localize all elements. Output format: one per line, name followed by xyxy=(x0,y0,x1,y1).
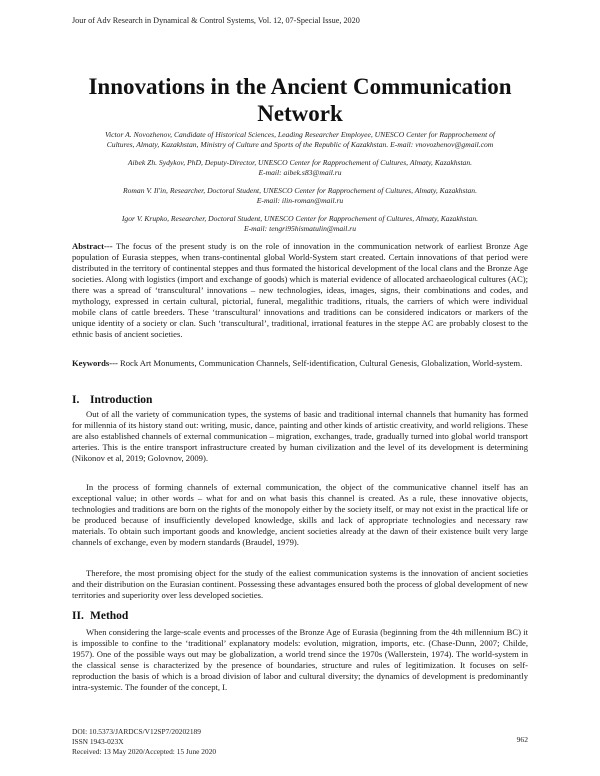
author-affiliation-line: E-mail: aibek.s83@mail.ru xyxy=(258,168,342,177)
author-affiliation-line: E-mail: ilin-roman@mail.ru xyxy=(256,196,344,205)
running-head: Jour of Adv Research in Dynamical & Control Systems, Vol. 12, 07-Special Issue, 2020 xyxy=(72,16,360,25)
keywords-label: Keywords--- xyxy=(72,358,118,368)
author-affiliation-line: Victor A. Novozhenov, Candidate of Historical Sciences, Leading Researcher Employee, UNESCO Center for Rapprochement of xyxy=(104,130,496,139)
abstract xyxy=(72,241,528,340)
paper-title: Innovations in the Ancient Communication Network xyxy=(88,74,512,126)
section-heading-method xyxy=(72,609,128,623)
author-affiliation-line: Roman V. Il'in, Researcher, Doctoral Student, UNESCO Center for Rapprochement of Cultures, Almaty, Kazakhstan. xyxy=(122,186,477,195)
section-number: II. xyxy=(72,610,84,622)
abstract-label: Abstract--- xyxy=(72,241,113,251)
keywords xyxy=(72,358,528,369)
section-title: Method xyxy=(90,610,129,622)
footer-doi: DOI: 10.5373/JARDCS/V12SP7/20202189 xyxy=(72,727,201,736)
author-affiliation xyxy=(76,214,524,234)
section-number: I. xyxy=(72,394,80,406)
author-affiliation-line: Igor V. Krupko, Researcher, Doctoral Student, UNESCO Center for Rapprochement of Cultures, Almaty, Kazakhstan. xyxy=(121,214,479,223)
section-heading-introduction xyxy=(72,393,152,407)
author-affiliation xyxy=(76,130,524,150)
body-paragraph: In the process of forming channels of external communication, the object of the communicative channel itself has an exceptional value; in other words – what for and on what basis this channel is created. As a rule, these innovative objects, technologies and traditions are born on the rights of the monopoly either by the society itself, or may not exist in the practical life or be produced because of insufficiently developed knowledge, skills and lack of appropriate technologies and necessary raw materials. To obtain such important goods and knowledge, ancient societies already at the dawn of their existence built very large channels of exchange, even by modern standards (Braudel, 1979). xyxy=(72,482,528,547)
author-affiliation xyxy=(76,158,524,178)
page-number: 962 xyxy=(516,735,528,744)
keywords-text: Rock Art Monuments, Communication Channels, Self-identification, Cultural Genesis, Globalization, World-system. xyxy=(117,358,523,368)
author-affiliation-line: Aibek Zh. Sydykov, PhD, Deputy-Director, UNESCO Center for Rapprochement of Cultures, Almaty, Kazakhstan. xyxy=(127,158,473,167)
author-affiliation-line: E-mail: tengri95hismatulin@mail.ru xyxy=(243,224,357,233)
section-title: Introduction xyxy=(90,394,153,406)
author-affiliation-line: Cultures, Almaty, Kazakhstan, Ministry of Culture and Sports of the Republic of Kazakhstan. E-mail: vnovozhenov@gmail.com xyxy=(106,140,494,149)
footer-issn: ISSN 1943-023X xyxy=(72,737,124,746)
abstract-text: The focus of the present study is on the role of innovation in the communication network of earliest Bronze Age population of Eurasia steppes, when trans-continental global World-System start created. Certain innovations of that period were distributed in the territory of continental steppes and thus formated the historical development of the local clans and the Bronze Age societies. Along with logistics (import and exchange of goods) which is material evidence of allocated archaeological cultures (AC); there was a spread of ‘transcultural’ innovations – new technologies, ideas, images, signs, their combinations and codes, and mythology, expressed in certain cultural, pictorial, funeral, megalithic traditions, rituals, the carriers of which were individual mobile clans of cattle breeders. These ‘transcultural’ innovations and traditions can be considered indicators or markers of the unique identity of a society or clan. Such ‘transcultural’, traditional, irrational features in the steppe AC are probably closest to the ethnic basis of ancient societies. xyxy=(72,241,528,339)
author-affiliation xyxy=(76,186,524,206)
body-paragraph: Out of all the variety of communication types, the systems of basic and traditional internal channels that humanity has formed for millennia of its history stand out: writing, music, dance, painting and other kinds of artistic creativity, and world religions. These are also established channels of external communication – migration, exchanges, trade, gradually turned into global world transport arteries. This is the entire transport infrastructure created by human civilization and the level of its development is determining (Nikonov et al, 2019; Golovnov, 2009). xyxy=(72,409,528,463)
body-paragraph: When considering the large-scale events and processes of the Bronze Age of Eurasia (beginning from the 4th millennium BC) it is impossible to confine to the ‘traditional’ explanatory models: evolution, migration, imports, etc. (Chase-Dunn, 2007; Childe, 1957). One of the possible ways out may be globalization, a world trend since the 1970s (Wallerstein, 1974). The world-system in the classical sense is characterized by the presence of boundaries, structure and rules of legitimization. It focuses on self-reproduction the basis of which is a broad division of labor and cultural diversity; the dynamics of development is predominantly intra-systemic. The founder of the concept, I. xyxy=(72,627,528,692)
footer-dates: Received: 13 May 2020/Accepted: 15 June 2020 xyxy=(72,747,217,756)
body-paragraph: Therefore, the most promising object for the study of the ealiest communication systems is the innovation of ancient societies and their distribution on the Eurasian continent. Possessing these advantages ensured both the process of global development of new territories and superiority over less developed societies. xyxy=(72,568,528,600)
